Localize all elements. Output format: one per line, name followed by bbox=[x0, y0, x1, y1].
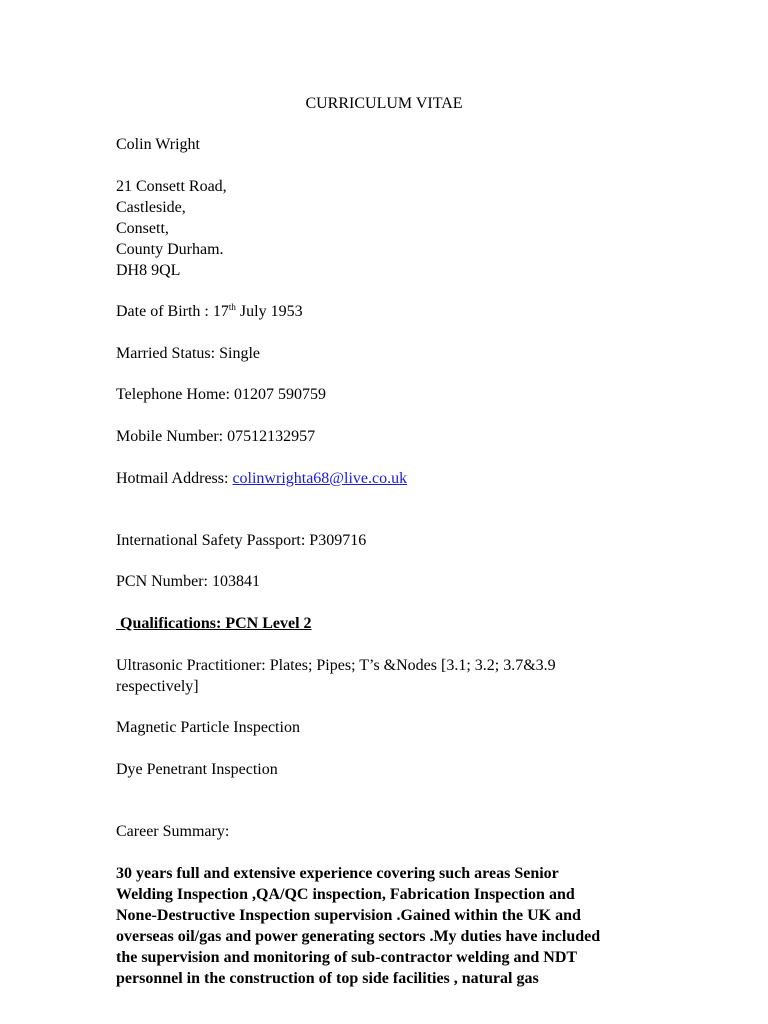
career-heading: Career Summary: bbox=[116, 823, 230, 840]
career-line: Welding Inspection ,QA/QC inspection, Fabrication Inspection and bbox=[116, 886, 575, 903]
candidate-name: Colin Wright bbox=[116, 136, 200, 153]
career-line: None-Destructive Inspection supervision .Gained within the UK and bbox=[116, 907, 581, 924]
telephone-home: Telephone Home: 01207 590759 bbox=[116, 386, 326, 403]
career-line: personnel in the construction of top side facilities , natural gas bbox=[116, 970, 539, 987]
ultrasonic-line-1: Ultrasonic Practitioner: Plates; Pipes; T’s &Nodes [3.1; 3.2; 3.7&3.9 bbox=[116, 657, 556, 674]
mobile-number: Mobile Number: 07512132957 bbox=[116, 428, 316, 445]
career-line: overseas oil/gas and power generating sectors .My duties have included bbox=[116, 928, 601, 945]
magnetic-particle: Magnetic Particle Inspection bbox=[116, 719, 300, 736]
address-line-1: 21 Consett Road, bbox=[116, 178, 227, 195]
hotmail-label: Hotmail Address: bbox=[116, 470, 233, 487]
address-line-2: Castleside, bbox=[116, 199, 186, 216]
address-line-4: County Durham. bbox=[116, 241, 224, 258]
dob-ordinal-suffix: th bbox=[228, 302, 236, 312]
ultrasonic-line-2: respectively] bbox=[116, 678, 199, 695]
qualifications-heading: Qualifications: PCN Level 2 bbox=[116, 615, 312, 632]
document-title: CURRICULUM VITAE bbox=[305, 95, 463, 112]
safety-passport: International Safety Passport: P309716 bbox=[116, 532, 367, 549]
dye-penetrant: Dye Penetrant Inspection bbox=[116, 761, 278, 778]
address-line-3: Consett, bbox=[116, 220, 169, 237]
married-status: Married Status: Single bbox=[116, 345, 260, 362]
career-line: 30 years full and extensive experience covering such areas Senior bbox=[116, 865, 559, 882]
pcn-number: PCN Number: 103841 bbox=[116, 573, 260, 590]
hotmail-address bbox=[116, 469, 407, 489]
address-postcode: DH8 9QL bbox=[116, 262, 181, 279]
date-of-birth bbox=[116, 302, 303, 322]
dob-label: Date of Birth : 17 bbox=[116, 303, 229, 320]
career-line: the supervision and monitoring of sub-contractor welding and NDT bbox=[116, 949, 578, 966]
dob-rest: July 1953 bbox=[235, 303, 303, 320]
email-link[interactable]: colinwrighta68@live.co.uk bbox=[232, 470, 408, 487]
